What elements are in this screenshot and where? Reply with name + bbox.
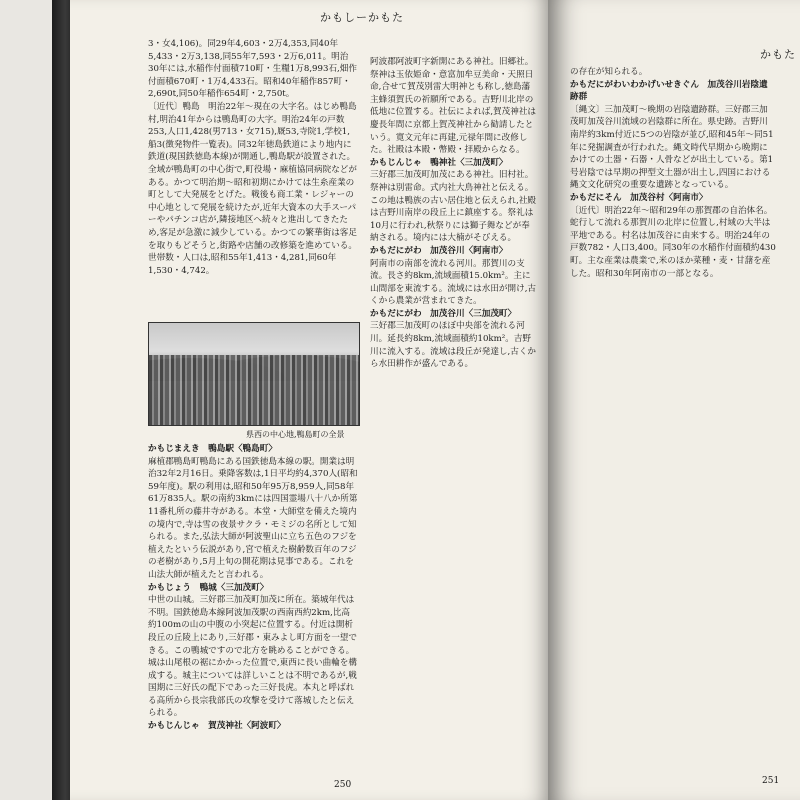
entry-heading: かもだにがわ 加茂谷川〈三加茂町〉	[370, 308, 517, 319]
entry-heading: かもだにがわいわかげいせきぐん 加茂谷川岩陰遺跡群	[570, 79, 768, 103]
entry-heading: かもだにがわ 加茂谷川〈阿南市〉	[370, 245, 508, 256]
paragraph: の存在が知られる。	[570, 67, 648, 77]
right-page	[548, 0, 800, 800]
left-column-1-top	[148, 38, 358, 316]
town-photo	[148, 322, 360, 426]
right-page-number: 251	[762, 776, 780, 786]
photo-caption: 県西の中心地,鴨島町の全景	[246, 430, 345, 439]
left-page-number: 250	[334, 780, 352, 790]
paragraph: 阿波郡阿波町字新開にある神社。旧郷社。祭神は玉依姫命・意富加牟豆美命・天照日命,合せて賀茂別雷大明神とも称し,徳島藩主蜂須賀氏の祈願所である。吉野川北岸の低地に位置する。社伝によれば,賀茂神社は慶長年間に京都上賀茂神社から勧請したという。寛文元年に再建,元禄年間に改修した。社殿は本殿・幣殿・拝殿からなる。	[370, 57, 537, 156]
paragraph: 〔縄文〕三加茂町〜晩期の岩陰遺跡群。三好郡三加茂町加茂谷川流域の岩陰群に所在。県史跡。吉野川南岸約3km付近に5つの岩陰が並び,昭和45年〜同51年に発掘調査が行われた。縄文時代早期から晩期にかけての土器・石器・人骨などが出土している。第1号岩陰では早期の押型文土器が出土し,四国における縄文文化研究の重要な遺跡となっている。	[570, 104, 774, 191]
entry-heading: かもじんじゃ 賀茂神社〈阿波町〉	[148, 721, 286, 732]
paragraph: 〔近代〕明治22年〜昭和29年の那賀郡の自治体名。蛇行して流れる那賀川の北岸に位置し,村域の大半は平地である。村名は加茂谷に由来する。明治24年の戸数782・人口3,400。同30年の水稲作付面積約430町。主な産業は農業で,米のほか菜種・麦・甘藷を産した。昭和30年阿南市の一部となる。	[570, 205, 776, 279]
paragraph: 三好郡三加茂町加茂にある神社。旧村社。祭神は別雷命。式内社大鳥神社と伝える。この地は鴨族の古い居住地と伝えられ,社殿は吉野川南岸の段丘上に鎮座する。祭礼は10月に行われ,秋祭りには獅子舞などが奉納される。境内には大楠がそびえる。	[370, 170, 537, 244]
entry-heading: かもだにそん 加茂谷村〈阿南市〉	[570, 192, 708, 203]
paragraph: 三好郡三加茂町のほぼ中央部を流れる河川。延長約8km,流域面積約10km²。吉野川に流入する。流域は段丘が発達し,古くから水田耕作が盛んである。	[370, 321, 537, 370]
entry-heading: かもじょう 鴨城〈三加茂町〉	[148, 582, 269, 593]
paragraph: 麻植郡鴨島町鴨島にある国鉄徳島本線の駅。開業は明治32年2月16日。乗降客数は,1日平均約4,370人(昭和59年度)。駅の利用は,昭和50年95万8,959人,同58年61万835人。駅の南約3kmには四国霊場八十八か所第11番札所の藤井寺がある。本堂・大師堂を備えた境内の境内で,寺は雪の夜景サクラ・モミジの名所として知られる。また,弘法大師が阿波聖山に立ち五色のフジを植えたという伝説があり,宮で植えた樹齢数百年のフジの老樹があり,5月上旬の開花期は見事である。これを山法大師が植えたと言われる。	[148, 456, 358, 580]
left-running-header: かもしーかもた	[320, 11, 404, 24]
photo-cityscape	[149, 355, 359, 425]
paragraph: 3・女4,106)。同29年4,603・2万4,353,同40年5,433・2万3,138,同55年7,593・2万6,011。明治30年には,水稲作付面積710町・生糧1万8,993石,畑作付面積670町・1万4,433石。昭和40年稲作857町・2,690t,同50年稲作654町・2,750t。	[148, 39, 357, 100]
right-column-1	[570, 66, 776, 766]
left-column-2	[370, 56, 538, 786]
left-column-1-bottom	[148, 443, 358, 783]
entry-heading: かもじまえき 鴨島駅〈鴨島町〉	[148, 444, 277, 454]
left-page	[70, 0, 550, 800]
paragraph: 〔近代〕鴨島 明治22年〜現在の大字名。はじめ鴨島村,明治41年からは鴨島町の大字。明治24年の戸数253,人口1,428(男713・女715),厩53,寺院1,学校1,船3(徴発物件一覧表)。同32年徳島鉄道により地内に鉄道(現国鉄徳島本線)が開通し,鴨島駅が設置された。全域が鴨島町の中心街で,町役場・麻植協同病院などがある。かつて明治期〜昭和初期にかけては生糸産業の町として大発展をとげた。戦後も商工業・レジャーの中心地として発展を続けたが,近年大資本の大手スーパーやパチンコ店が,隣接地区へ続々と進出してきたため,客足が急激に減少している。かつての繁華街は客足を取りもどそうと,街路や店舗の改修築を進めている。世帯数・人口は,昭和55年1,413・4,281,同60年1,530・4,742。	[148, 101, 357, 276]
entry-heading: かもじんじゃ 鴨神社〈三加茂町〉	[370, 157, 508, 168]
paragraph: 阿南市の南部を流れる河川。那賀川の支流。長さ約8km,流域面積15.0km²。主に山間部を東流する。流域には水田が開け,古くから農業が営まれてきた。	[370, 258, 537, 307]
right-running-header: かもた	[760, 48, 796, 61]
paragraph: 中世の山城。三好郡三加茂町加茂に所在。築城年代は不明。国鉄徳島本線阿波加茂駅の西南西約2km,比高約100mの山の中腹の小突起に位置する。付近は開析段丘の丘陵上にあり,三好郡・東みよし町方面を一望できる。この鴨城ですので北方を眺めることができる。城は山尾根の裾にかかった位置で,東西に長い曲輪を構成する。城主については詳しいことは不明であるが,戦国期に三好氏の配下であった三好長虎。本丸と呼ばれる高所から長宗我部氏の攻撃を受けて落城したと伝えられる。	[148, 595, 357, 719]
